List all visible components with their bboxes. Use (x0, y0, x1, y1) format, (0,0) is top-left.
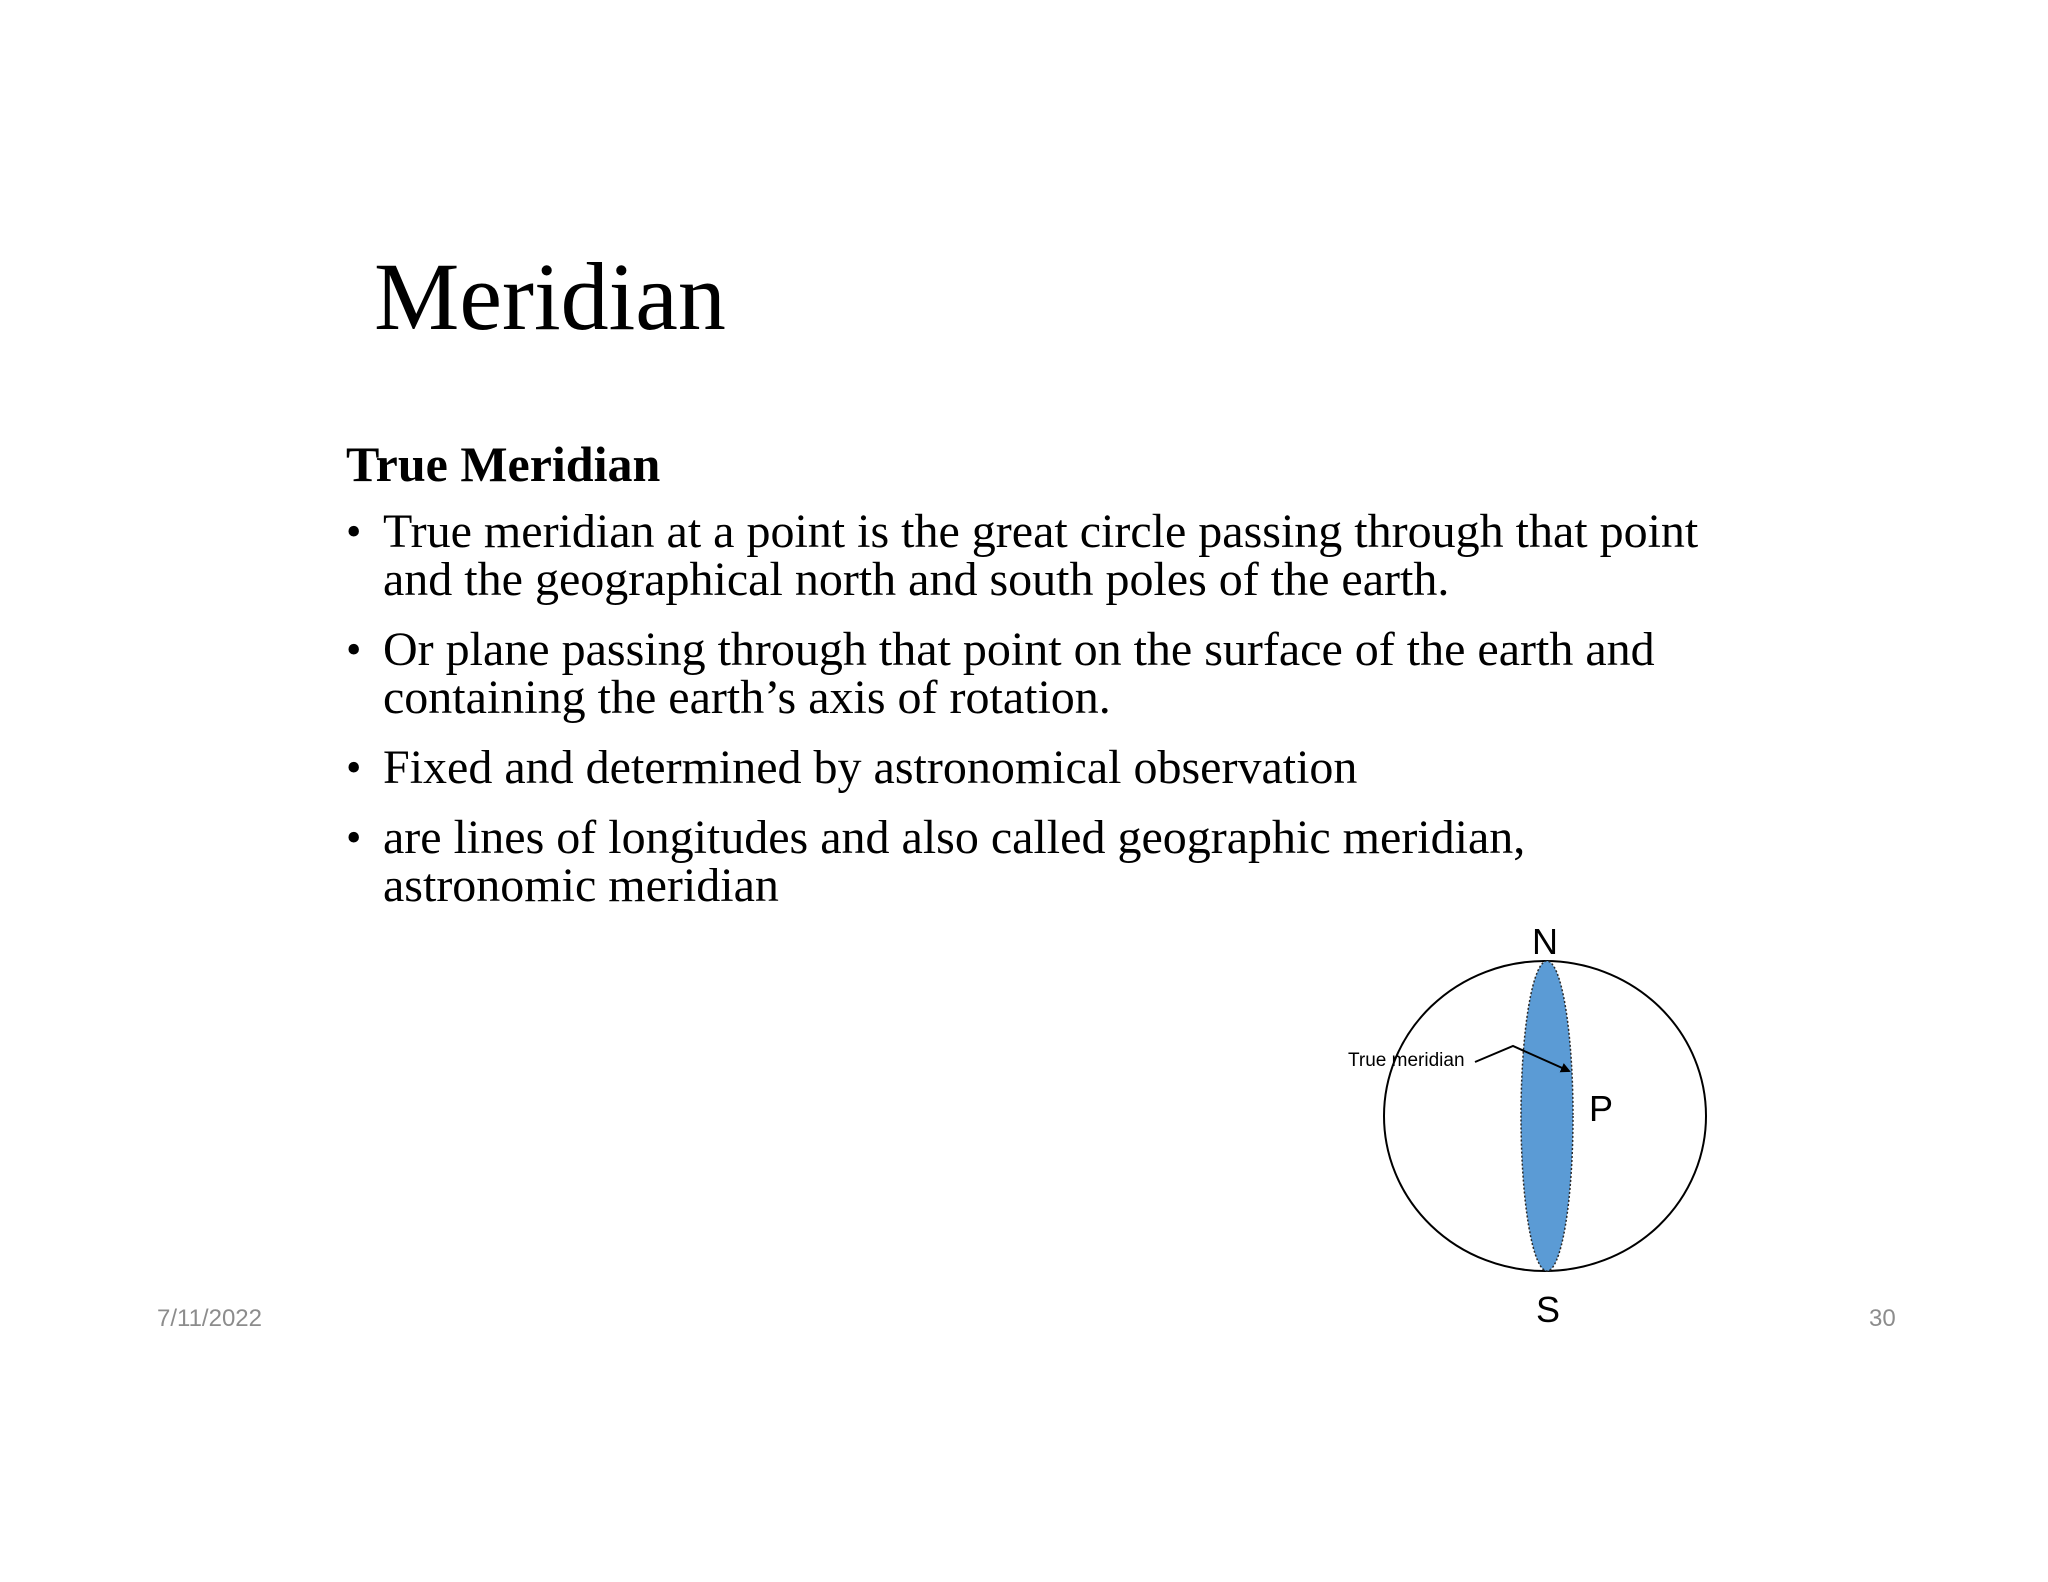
bullet-text: Fixed and determined by astronomical observation (383, 741, 1358, 794)
page-number: 30 (1869, 1305, 1896, 1332)
meridian-label: True meridian (1348, 1050, 1465, 1071)
bullet-item (346, 623, 1706, 724)
true-meridian-ellipse (1521, 961, 1573, 1271)
bullet-text: Or plane passing through that point on the surface of the earth and containing the earth’s axis of rotation. (383, 623, 1655, 724)
bullet-item (346, 741, 1706, 794)
south-pole-label: S (1536, 1289, 1561, 1330)
point-p-label: P (1589, 1088, 1614, 1129)
bullet-item (346, 505, 1706, 606)
section-heading: True Meridian (346, 436, 661, 492)
slide-title: Meridian (374, 243, 726, 350)
bullet-marker: • (346, 507, 362, 556)
bullet-marker: • (346, 813, 362, 862)
bullet-marker: • (346, 625, 362, 674)
footer-date: 7/11/2022 (157, 1305, 262, 1332)
true-meridian-diagram (1320, 910, 1740, 1340)
bullet-text: True meridian at a point is the great circle passing through that point and the geographical north and south poles of the earth. (383, 505, 1699, 606)
bullet-list (346, 505, 1706, 932)
bullet-text: are lines of longitudes and also called geographic meridian, astronomic meridian (383, 811, 1526, 912)
bullet-item (346, 811, 1706, 912)
north-pole-label: N (1532, 921, 1558, 962)
bullet-marker: • (346, 743, 362, 792)
